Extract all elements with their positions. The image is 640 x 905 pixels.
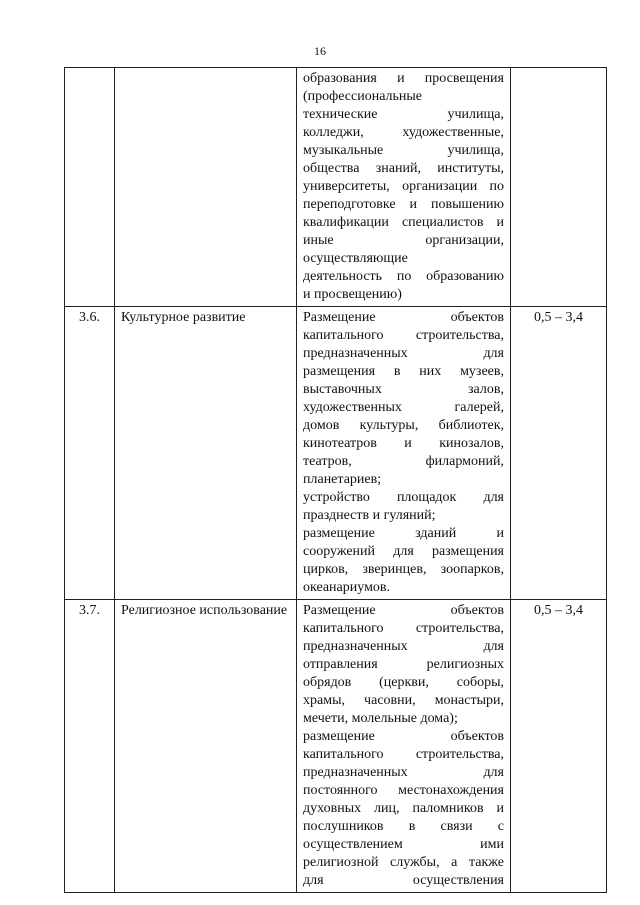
description-line: празднеств и гуляний; (303, 508, 436, 523)
row-value-cell (511, 68, 607, 307)
table-row (65, 68, 607, 307)
description-line: планетариев; (303, 472, 382, 487)
description-line: осуществлением ими (303, 837, 504, 852)
row-name-cell: Религиозное использование (115, 600, 297, 893)
description-line: капитального строительства, (303, 747, 504, 762)
description-line: осуществляющие (303, 251, 408, 266)
description-line: обрядов (церкви, соборы, (303, 675, 504, 690)
description-line: театров, филармоний, (303, 454, 504, 469)
description-line: деятельность по образованию (303, 269, 504, 284)
table-row (65, 600, 607, 893)
description-line: Размещение объектов (303, 310, 504, 325)
description-line: кинотеатров и кинозалов, (303, 436, 504, 451)
page-number: 16 (314, 44, 326, 58)
description-line: духовных лиц, паломников и (303, 801, 504, 816)
description-line: колледжи, художественные, (303, 125, 504, 140)
description-line: размещение объектов (303, 729, 504, 744)
description-line: для осуществления (303, 873, 504, 888)
row-description-cell (297, 600, 511, 893)
description-line: Размещение объектов (303, 603, 504, 618)
description-line: музыкальные училища, (303, 143, 504, 158)
description-line: (профессиональные (303, 89, 423, 104)
description-line: переподготовке и повышению (303, 197, 504, 212)
description-line: устройство площадок для (303, 490, 504, 505)
description-line: предназначенных для (303, 765, 504, 780)
row-description-cell (297, 307, 511, 600)
description-line: религиозной службы, а также (303, 855, 504, 870)
row-description-cell (297, 68, 511, 307)
description-line: общества знаний, институты, (303, 161, 504, 176)
description-line: цирков, зверинцев, зоопарков, (303, 562, 504, 577)
description-line: образования и просвещения (303, 71, 504, 86)
description-line: университеты, организации по (303, 179, 504, 194)
description-line: мечети, молельные дома); (303, 711, 458, 726)
row-name-cell: Культурное развитие (115, 307, 297, 600)
description-line: капитального строительства, (303, 621, 504, 636)
description-line: храмы, часовни, монастыри, (303, 693, 504, 708)
row-value-cell: 0,5 – 3,4 (511, 307, 607, 600)
table-row (65, 307, 607, 600)
description-line: послушников в связи с (303, 819, 504, 834)
description-line: сооружений для размещения (303, 544, 504, 559)
description-line: размещения в них музеев, (303, 364, 504, 379)
description-line: океанариумов. (303, 580, 391, 595)
row-value-cell: 0,5 – 3,4 (511, 600, 607, 893)
land-use-table (64, 67, 607, 893)
description-line: иные организации, (303, 233, 504, 248)
description-line: квалификации специалистов и (303, 215, 504, 230)
row-name-cell (115, 68, 297, 307)
row-number-cell: 3.6. (65, 307, 115, 600)
description-line: технические училища, (303, 107, 504, 122)
description-line: предназначенных для (303, 346, 504, 361)
description-line: и просвещению) (303, 287, 402, 302)
description-line: отправления религиозных (303, 657, 504, 672)
description-line: предназначенных для (303, 639, 504, 654)
description-line: размещение зданий и (303, 526, 504, 541)
row-number-cell: 3.7. (65, 600, 115, 893)
description-line: художественных галерей, (303, 400, 504, 415)
description-line: выставочных залов, (303, 382, 504, 397)
description-line: капитального строительства, (303, 328, 504, 343)
row-number-cell (65, 68, 115, 307)
description-line: домов культуры, библиотек, (303, 418, 504, 433)
description-line: постоянного местонахождения (303, 783, 504, 798)
